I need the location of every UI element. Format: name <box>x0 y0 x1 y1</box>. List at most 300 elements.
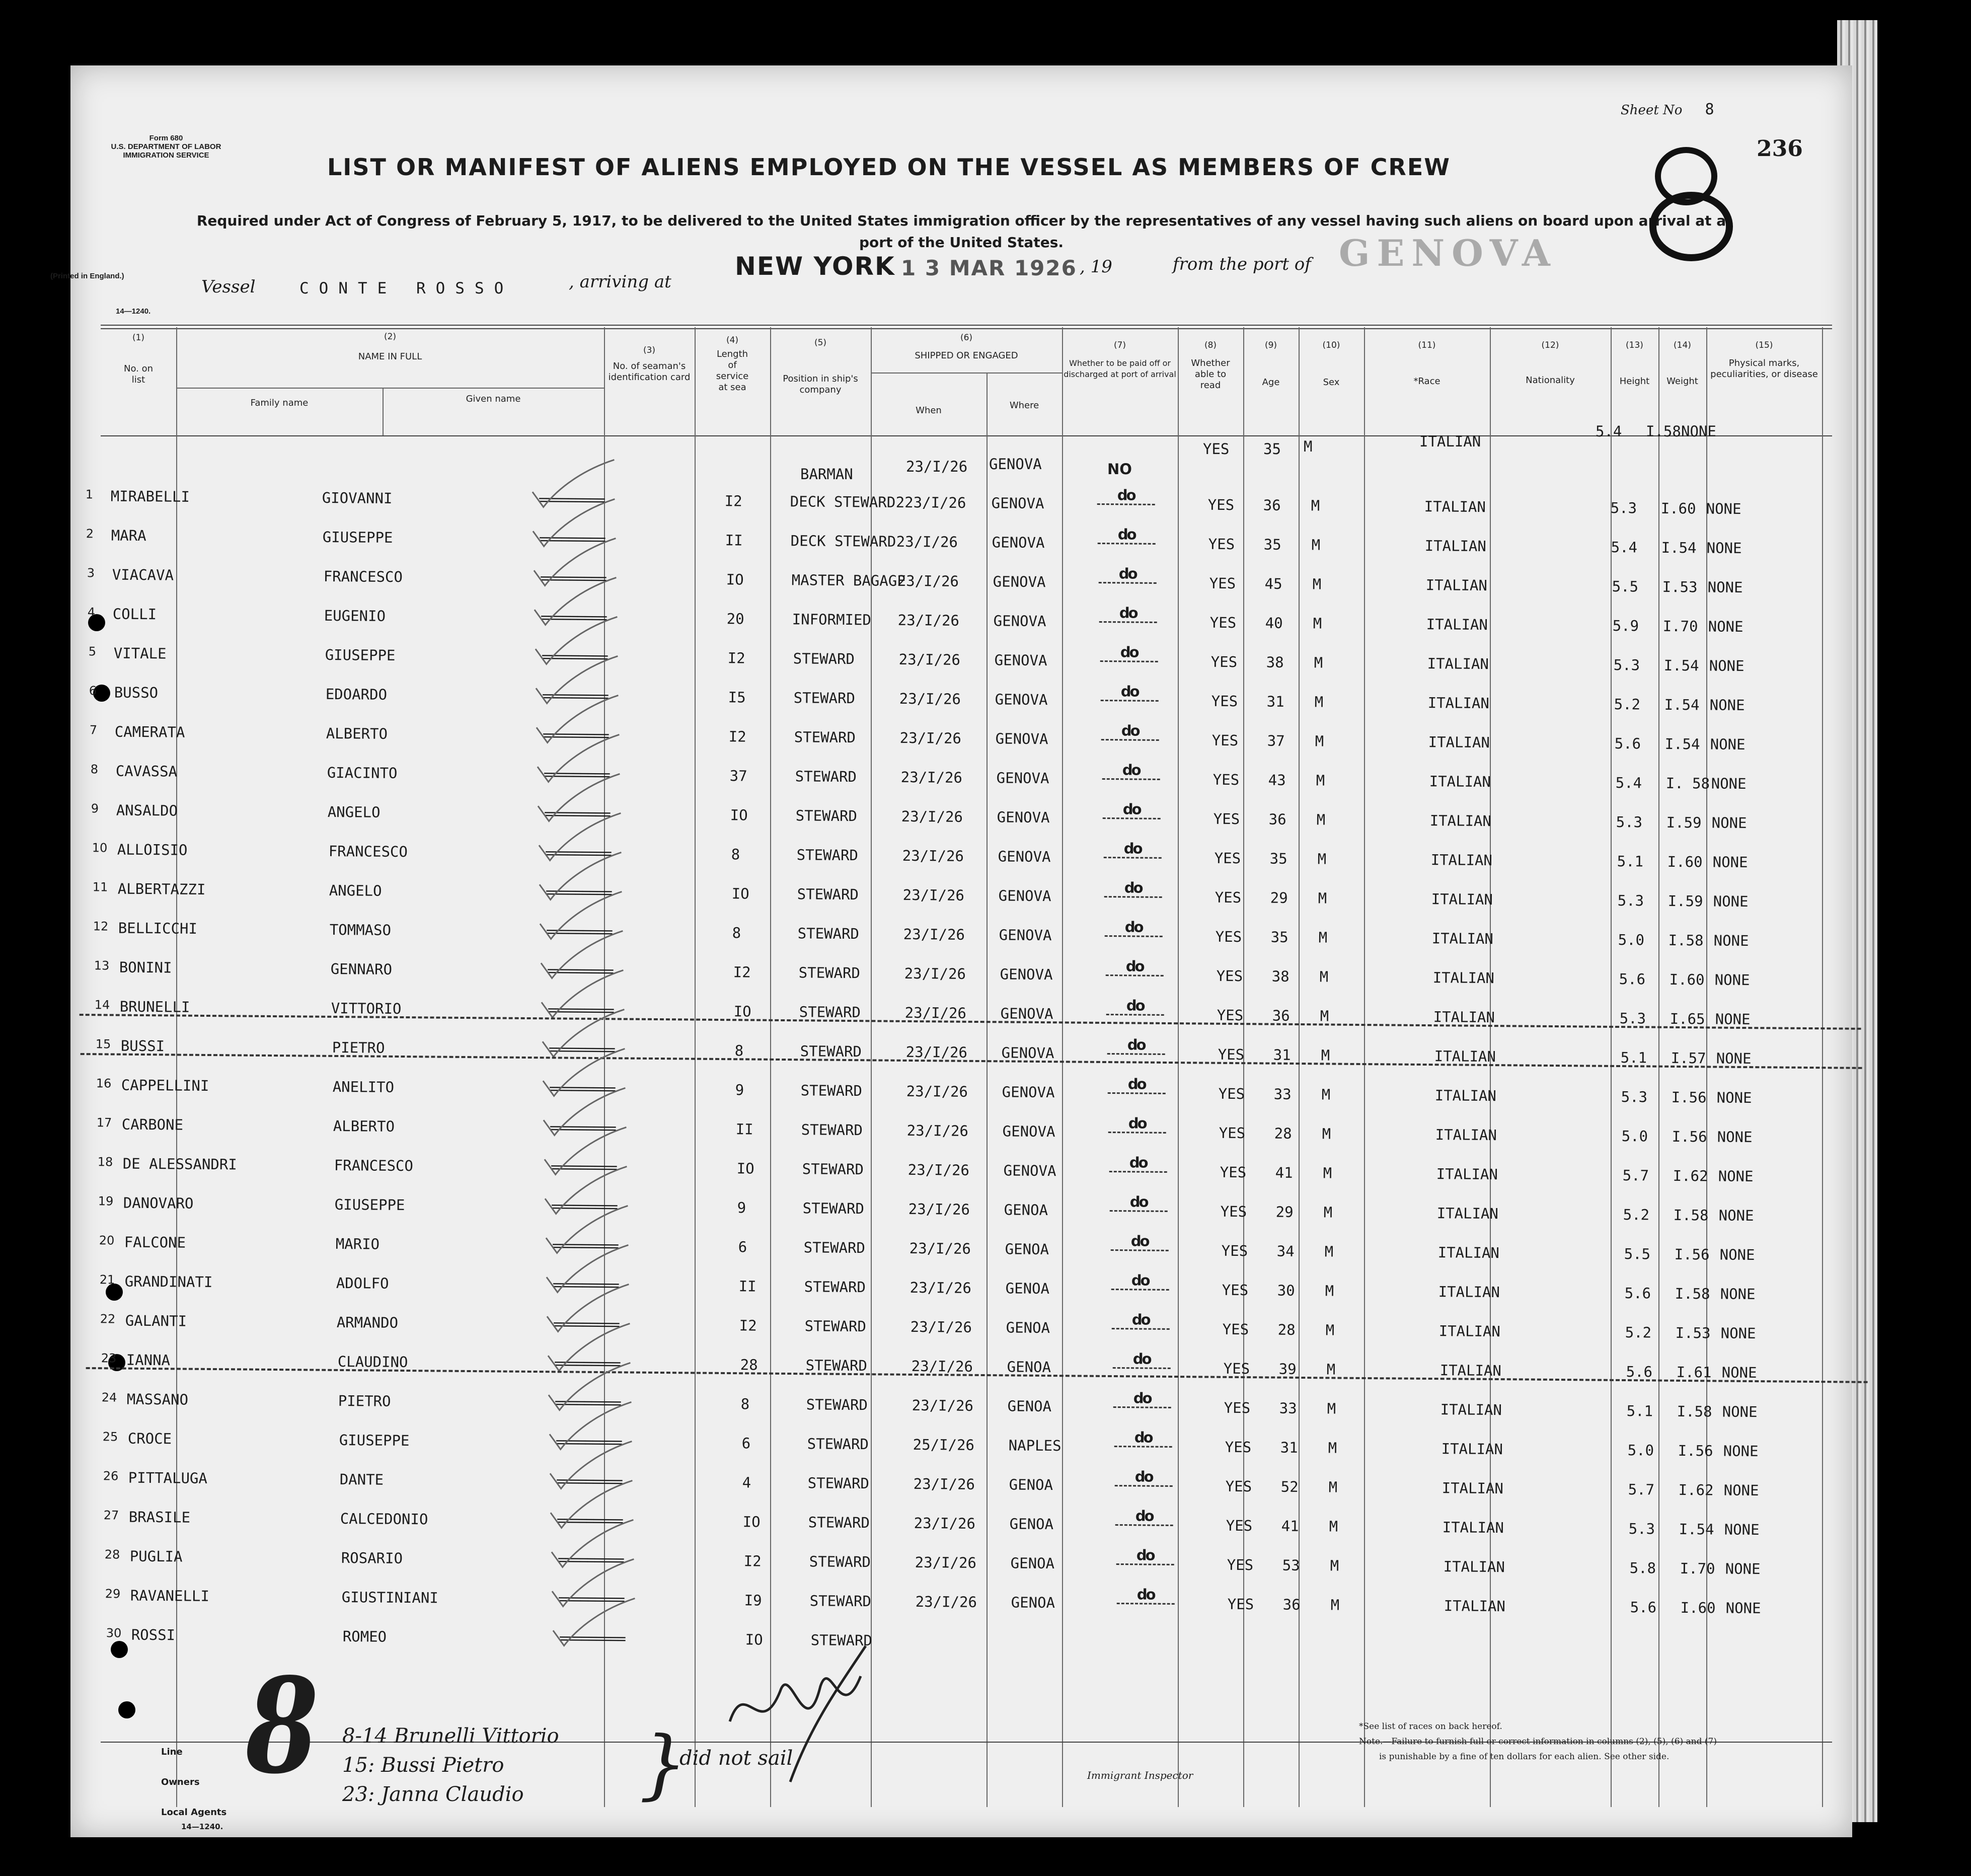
header-label: Weight <box>1666 376 1698 387</box>
cell-age: 31 <box>1280 1439 1298 1456</box>
cell-age: 33 <box>1279 1399 1297 1417</box>
col-number: (6) <box>960 333 973 343</box>
footer-agents-label: Local Agents <box>161 1807 227 1818</box>
cell-where: GENOA <box>1007 1358 1051 1376</box>
cell-height: 5.8 <box>1629 1559 1656 1577</box>
cell-sex: M <box>1328 1478 1338 1496</box>
from-port-label: from the port of <box>1173 254 1311 274</box>
cell-where: GENOA <box>1010 1554 1055 1572</box>
cell-when: 23/I/26 <box>913 1475 975 1493</box>
cell-marks: NONE <box>1724 1521 1760 1539</box>
cell-family: BELLICCHI <box>118 919 198 937</box>
cell-position: STEWARD <box>807 1474 870 1492</box>
cell-nationality: ITALIAN <box>1442 1519 1504 1537</box>
cell-position: STEWARD <box>795 807 858 825</box>
cell-family: COLLI <box>112 605 157 623</box>
year-label: , 19 <box>1080 257 1112 277</box>
cell-where: GENOVA <box>1002 1083 1055 1101</box>
inspector-label: Immigrant Inspector <box>1087 1769 1193 1781</box>
cell-no: 15 <box>95 1037 111 1052</box>
cell-where: GENOA <box>1011 1594 1055 1612</box>
cell-given: GIUSEPPE <box>322 528 393 547</box>
cell-read: YES <box>1209 614 1237 632</box>
arriving-label: , arriving at <box>569 272 671 292</box>
cell-given: TOMMASO <box>329 921 392 939</box>
cell-paid: do <box>1097 486 1155 505</box>
cell-age: 40 <box>1265 614 1283 632</box>
header-label: SHIPPED OR ENGAGED <box>915 350 1018 361</box>
cell-card: ========= <box>558 1590 624 1608</box>
cell-when: 23/I/26 <box>897 611 960 629</box>
cell-family: CARBONE <box>121 1115 184 1134</box>
cell-nationality: ITALIAN <box>1427 655 1489 673</box>
cell-height: 5.0 <box>1618 931 1645 949</box>
cell-age: 29 <box>1270 889 1288 907</box>
col-number: (12) <box>1541 340 1559 350</box>
cell-paid-off: NO <box>1107 461 1132 478</box>
cell-weight: I.58 <box>1646 423 1681 440</box>
cell-length: 6 <box>738 1238 747 1256</box>
cell-where: GENOVA <box>1001 1044 1054 1062</box>
header-position <box>770 337 871 396</box>
cell-read: YES <box>1221 1242 1248 1260</box>
cell-sex: M <box>1319 968 1329 986</box>
cell-weight: I.61 <box>1676 1363 1712 1381</box>
cell-height: 5.1 <box>1626 1402 1653 1420</box>
cell-nationality: ITALIAN <box>1439 1362 1502 1380</box>
header-where: Where <box>1009 400 1039 411</box>
cell-length: 4 <box>742 1474 751 1491</box>
races-footnote: *See list of races on back hereof. <box>1359 1721 1502 1732</box>
cell-no: 9 <box>91 801 99 816</box>
cell-marks: NONE <box>1708 618 1743 636</box>
cell-height: 5.2 <box>1623 1206 1650 1224</box>
cell-given: DANTE <box>339 1470 384 1488</box>
handwritten-line: 8-14 Brunelli Vittorio <box>342 1724 559 1748</box>
col-number: (3) <box>643 345 656 355</box>
departure-port-stamp: GENOVA <box>1339 232 1557 274</box>
cell-position: INFORMIED <box>792 611 872 629</box>
cell-no: 8 <box>90 762 99 777</box>
cell-family: GALANTI <box>125 1312 187 1330</box>
cell-marks: NONE <box>1711 775 1747 793</box>
cell-weight: I.56 <box>1678 1442 1713 1460</box>
cell-where: GENOVA <box>993 573 1046 591</box>
cell-no: 16 <box>96 1076 112 1091</box>
cell-marks: NONE <box>1713 892 1749 911</box>
cell-length: IO <box>733 1003 751 1020</box>
cell-weight: I.54 <box>1664 735 1700 753</box>
cell-where: GENOA <box>1006 1319 1050 1337</box>
col-number: (9) <box>1264 340 1277 350</box>
cell-given: FRANCESCO <box>334 1156 414 1175</box>
cell-family: VIACAVA <box>112 566 174 584</box>
form-number: Form 680 <box>149 134 183 142</box>
cell-read: YES <box>1217 1006 1244 1024</box>
cell-length: II <box>738 1278 756 1295</box>
cell-height: 5.3 <box>1619 1010 1646 1027</box>
cell-marks: NONE <box>1710 735 1746 754</box>
cell-no: 13 <box>94 958 110 973</box>
cell-nationality: ITALIAN <box>1442 1479 1504 1497</box>
cell-family: ALBERTAZZI <box>117 880 206 898</box>
cell-length: 37 <box>729 767 747 785</box>
cell-marks: NONE <box>1709 696 1745 714</box>
header-weight <box>1658 340 1706 387</box>
cell-marks: NONE <box>1706 500 1741 518</box>
cell-weight: I.56 <box>1674 1245 1710 1263</box>
cell-when: 23/I/26 <box>898 650 961 668</box>
cell-read: YES <box>1227 1595 1254 1613</box>
footer-form-code: 14—1240. <box>181 1822 223 1831</box>
cell-paid: do <box>1100 643 1158 662</box>
cell-marks: NONE <box>1681 423 1716 440</box>
cell-paid: do <box>1111 1271 1169 1291</box>
cell-age: 41 <box>1281 1517 1299 1535</box>
header-label: Whether able to read <box>1191 358 1230 391</box>
page-title: LIST OR MANIFEST OF ALIENS EMPLOYED ON THE VESSEL AS MEMBERS OF CREW <box>327 154 1451 181</box>
cell-card: ========= <box>546 923 612 941</box>
cell-sex: M <box>1313 615 1322 632</box>
cell-age: 29 <box>1275 1203 1294 1221</box>
cell-given: ARMANDO <box>336 1313 399 1331</box>
cell-where: GENOVA <box>993 612 1046 630</box>
cell-length: I5 <box>728 689 746 706</box>
cell-family: ALLOISIO <box>117 841 188 859</box>
cell-card: ========= <box>554 1394 621 1412</box>
cell-paid: do <box>1108 1114 1166 1134</box>
cell-weight: I.65 <box>1670 1010 1705 1028</box>
cell-weight: I.53 <box>1662 578 1698 596</box>
cell-sex: M <box>1304 438 1313 455</box>
cell-no: 12 <box>93 919 109 934</box>
cell-given: FRANCESCO <box>323 567 403 586</box>
cell-age: 38 <box>1266 653 1284 671</box>
header-sex <box>1299 340 1364 388</box>
header-label: NAME IN FULL <box>358 351 422 362</box>
cell-card: ========= <box>551 1197 617 1216</box>
subtitle-continued: port of the United States. <box>859 234 1064 251</box>
cell-position: STEWARD <box>809 1553 871 1571</box>
cell-where: GENOVA <box>999 926 1052 944</box>
cell-given: FRANCESCO <box>328 842 408 861</box>
cell-height: 5.0 <box>1627 1442 1654 1459</box>
cell-paid: do <box>1099 565 1157 584</box>
cell-height: 5.4 <box>1615 774 1642 792</box>
cell-height: 5.3 <box>1613 656 1640 674</box>
cell-nationality: ITALIAN <box>1438 1322 1501 1340</box>
cell-nationality: ITALIAN <box>1436 1205 1499 1223</box>
header-label: Physical marks, peculiarities, or disease <box>1710 358 1818 380</box>
sheet-value: 8 <box>1705 101 1714 118</box>
cell-sex: M <box>1311 497 1320 514</box>
cell-marks: NONE <box>1716 1049 1752 1068</box>
cell-family: ROSSI <box>131 1626 176 1644</box>
cell-read: YES <box>1215 888 1242 907</box>
cell-given: ROMEO <box>342 1627 387 1645</box>
cell-read: YES <box>1213 810 1240 828</box>
cell-marks: NONE <box>1717 1128 1753 1146</box>
cell-nationality: ITALIAN <box>1438 1283 1500 1301</box>
cell-no: 25 <box>102 1430 118 1444</box>
cell-position: STEWARD <box>799 1003 861 1021</box>
header-family-name: Family name <box>250 398 309 408</box>
page-number: 236 <box>1757 136 1803 162</box>
cell-height: 5.7 <box>1628 1481 1655 1498</box>
header-id-card <box>604 345 695 383</box>
cell-age: 53 <box>1282 1556 1300 1574</box>
cell-marks: NONE <box>1715 1010 1751 1028</box>
cell-weight: I.62 <box>1678 1481 1714 1499</box>
cell-given: PIETRO <box>332 1038 385 1057</box>
cell-family: CAVASSA <box>115 762 178 780</box>
handwritten-note-block <box>342 1721 559 1809</box>
arrival-date-stamp: 1 3 MAR 1926 <box>901 256 1077 280</box>
cell-when: 23/I/26 <box>903 925 965 943</box>
cell-weight: I.54 <box>1664 696 1700 714</box>
cell-weight: I.70 <box>1680 1559 1715 1578</box>
header-label: Age <box>1262 377 1280 388</box>
cell-when: 23/I/26 <box>897 572 959 590</box>
cell-family: MASSANO <box>126 1390 189 1408</box>
cell-weight: I.62 <box>1673 1167 1708 1185</box>
cell-age: 35 <box>1270 928 1288 946</box>
cell-marks: NONE <box>1707 578 1743 596</box>
cell-card: ========= <box>552 1237 618 1255</box>
cell-read: YES <box>1208 535 1235 553</box>
cell-when: 23/I/26 <box>915 1553 977 1571</box>
cell-when: 23/I/26 <box>907 1161 970 1179</box>
cell-sex: M <box>1327 1400 1336 1417</box>
cell-given: EUGENIO <box>324 607 386 625</box>
cell-card: ========= <box>538 491 604 509</box>
cell-when: 23/I/26 <box>896 533 958 551</box>
cell-length: 9 <box>735 1081 744 1099</box>
cell-height: 5.6 <box>1619 970 1646 988</box>
cell-height: 5.4 <box>1596 423 1622 440</box>
cell-given: ALBERTO <box>326 724 388 742</box>
cell-when: 23/I/26 <box>910 1318 972 1336</box>
shipped-subheader-rule <box>871 372 1062 373</box>
cell-length: IO <box>726 571 744 588</box>
handwritten-did-not-sail: did not sail <box>679 1747 793 1770</box>
cell-paid: do <box>1113 1350 1171 1369</box>
cell-when: 23/I/26 <box>909 1239 971 1257</box>
cell-length: I2 <box>728 728 746 745</box>
cell-no: 21 <box>99 1272 115 1287</box>
cell-age: 36 <box>1268 810 1286 828</box>
cell-marks: NONE <box>1725 1560 1761 1578</box>
cell-family: CROCE <box>127 1430 172 1448</box>
col-number: (13) <box>1626 340 1643 350</box>
cell-nationality: ITALIAN <box>1434 1047 1496 1066</box>
cell-age: 35 <box>1263 536 1281 553</box>
sheet-number <box>1621 101 1714 118</box>
cell-nationality: ITALIAN <box>1429 812 1492 830</box>
cell-sex: M <box>1320 1007 1329 1025</box>
cell-read: YES <box>1214 849 1241 867</box>
cell-family: DANOVARO <box>123 1194 194 1212</box>
header-label: Whether to be paid off or discharged at port of arrival <box>1064 358 1176 379</box>
cell-position: STEWARD <box>800 1042 862 1061</box>
cell-paid: do <box>1099 604 1157 623</box>
cell-marks: NONE <box>1720 1285 1756 1303</box>
cell-family: VITALE <box>113 644 167 662</box>
cell-read: YES <box>1225 1477 1252 1495</box>
header-length-service <box>695 335 770 393</box>
cell-card: ========= <box>554 1355 620 1373</box>
cell-no: 10 <box>92 841 108 855</box>
cell-card: ========= <box>548 1040 615 1059</box>
cell-age: 30 <box>1277 1282 1295 1299</box>
cell-family: RAVANELLI <box>130 1587 210 1605</box>
cell-length: IO <box>745 1631 763 1648</box>
cell-nationality: ITALIAN <box>1435 1126 1497 1144</box>
cell-marks: NONE <box>1709 657 1745 675</box>
cell-length: I2 <box>739 1317 757 1334</box>
cell-nationality: ITALIAN <box>1427 694 1490 712</box>
cell-no: 17 <box>96 1115 112 1130</box>
cell-given: GIUSEPPE <box>334 1195 405 1214</box>
cell-weight: I. 58 <box>1665 774 1710 792</box>
cell-weight: I.70 <box>1662 617 1698 635</box>
cell-given: GIUSTINIANI <box>341 1588 438 1607</box>
table-top-rule <box>101 325 1832 326</box>
cell-card: ========= <box>545 883 612 902</box>
cell-weight: I.56 <box>1672 1128 1707 1146</box>
cell-position: STEWARD <box>803 1239 866 1257</box>
cell-age: 43 <box>1268 771 1286 789</box>
cell-no: 20 <box>99 1233 115 1248</box>
cell-paid: do <box>1111 1232 1169 1251</box>
cell-age: 28 <box>1277 1321 1296 1338</box>
cell-sex: M <box>1330 1557 1339 1574</box>
cell-read: YES <box>1215 928 1242 946</box>
inspector-signature <box>715 1616 896 1817</box>
cell-card: ========= <box>556 1512 623 1530</box>
cell-read: YES <box>1219 1124 1246 1142</box>
cell-sex: M <box>1323 1164 1332 1182</box>
header-age <box>1243 340 1299 388</box>
cell-height: 5.6 <box>1624 1285 1651 1302</box>
department-name: U.S. DEPARTMENT OF LABOR <box>111 142 221 151</box>
vessel-label: Vessel <box>201 277 256 297</box>
cell-height: 5.6 <box>1626 1363 1653 1381</box>
cell-sex: M <box>1326 1361 1336 1378</box>
cell-sex: M <box>1312 575 1322 593</box>
table-row-initial <box>70 423 1852 483</box>
cell-no: 3 <box>87 566 95 580</box>
cell-paid: do <box>1114 1429 1172 1448</box>
cell-no: 28 <box>104 1547 120 1562</box>
col-number: (11) <box>1418 340 1436 350</box>
cell-age: 35 <box>1263 440 1281 458</box>
cell-nationality: ITALIAN <box>1426 616 1488 634</box>
cell-nationality: ITALIAN <box>1441 1440 1503 1458</box>
cell-sex: M <box>1315 732 1324 750</box>
cell-where: NAPLES <box>1008 1437 1062 1455</box>
cell-nationality: ITALIAN <box>1431 930 1494 948</box>
cell-paid: do <box>1116 1546 1174 1565</box>
header-height <box>1611 340 1658 387</box>
cell-paid: do <box>1101 722 1159 741</box>
cell-nationality: ITALIAN <box>1419 433 1481 450</box>
cell-paid: do <box>1115 1468 1173 1487</box>
cell-weight: I.58 <box>1675 1285 1710 1303</box>
cell-where: GENOVA <box>1000 965 1053 984</box>
cell-when: 23/I/26 <box>909 1279 972 1297</box>
cell-no: 24 <box>101 1390 117 1405</box>
cell-nationality: ITALIAN <box>1434 1087 1497 1105</box>
cell-paid: do <box>1110 1193 1168 1212</box>
cell-family: PITTALUGA <box>128 1469 208 1487</box>
cell-card: ========= <box>552 1276 619 1294</box>
cell-nationality: ITALIAN <box>1425 576 1488 594</box>
cell-read: YES <box>1211 692 1238 710</box>
cell-weight: I.58 <box>1677 1402 1712 1420</box>
cell-no: 30 <box>106 1626 122 1640</box>
cell-card: ========= <box>540 609 607 627</box>
cell-nationality: ITALIAN <box>1440 1401 1502 1419</box>
cell-family: CAPPELLINI <box>121 1076 209 1094</box>
cell-height: 5.3 <box>1616 813 1643 831</box>
cell-position: DECK STEWARD <box>790 493 896 511</box>
cell-sex: M <box>1330 1596 1340 1614</box>
cell-position: STEWARD <box>796 846 859 864</box>
cell-length: 28 <box>740 1356 758 1374</box>
cell-card: ========= <box>542 726 609 744</box>
cell-given: GENNARO <box>330 960 393 978</box>
brace-mark: } <box>639 1720 688 1808</box>
cell-height: 5.1 <box>1620 1049 1647 1067</box>
cell-paid: do <box>1115 1507 1173 1526</box>
cell-nationality: ITALIAN <box>1444 1597 1506 1615</box>
footer-owners-label: Owners <box>161 1777 200 1787</box>
cell-height: 5.2 <box>1614 696 1641 713</box>
cell-age: 39 <box>1278 1360 1297 1378</box>
cell-position: STEWARD <box>795 768 857 786</box>
handwritten-sheet-mark: 8 <box>246 1649 319 1803</box>
cell-age: 38 <box>1271 967 1290 985</box>
cell-weight: I.60 <box>1669 970 1705 989</box>
cell-where: GENOVA <box>994 651 1047 669</box>
cell-marks: NONE <box>1725 1599 1761 1617</box>
cell-marks: NONE <box>1721 1364 1757 1382</box>
cell-height: 5.6 <box>1630 1599 1657 1616</box>
cell-length: IO <box>731 885 749 903</box>
cell-family: CAMERATA <box>114 723 185 741</box>
cell-weight: I.60 <box>1660 499 1696 517</box>
cell-given: ANGELO <box>327 803 381 821</box>
cell-length: 9 <box>737 1199 746 1217</box>
header-name-in-full <box>176 327 604 362</box>
cell-weight: I.59 <box>1666 813 1702 832</box>
col-number: (2) <box>384 332 397 342</box>
cell-where: GENOVA <box>992 534 1045 552</box>
cell-no: 5 <box>88 644 97 659</box>
service-name: IMMIGRATION SERVICE <box>123 151 209 160</box>
cell-height: 5.7 <box>1622 1167 1649 1184</box>
cell-position: STEWARD <box>793 689 856 707</box>
cell-sex: M <box>1318 889 1327 907</box>
cell-read: YES <box>1222 1320 1249 1338</box>
cell-given: ADOLFO <box>336 1274 389 1292</box>
cell-given: GIUSEPPE <box>339 1431 410 1450</box>
cell-read: YES <box>1218 1045 1245 1064</box>
cell-position: STEWARD <box>804 1317 867 1335</box>
cell-paid: do <box>1112 1311 1170 1330</box>
col-number: (15) <box>1755 340 1773 350</box>
